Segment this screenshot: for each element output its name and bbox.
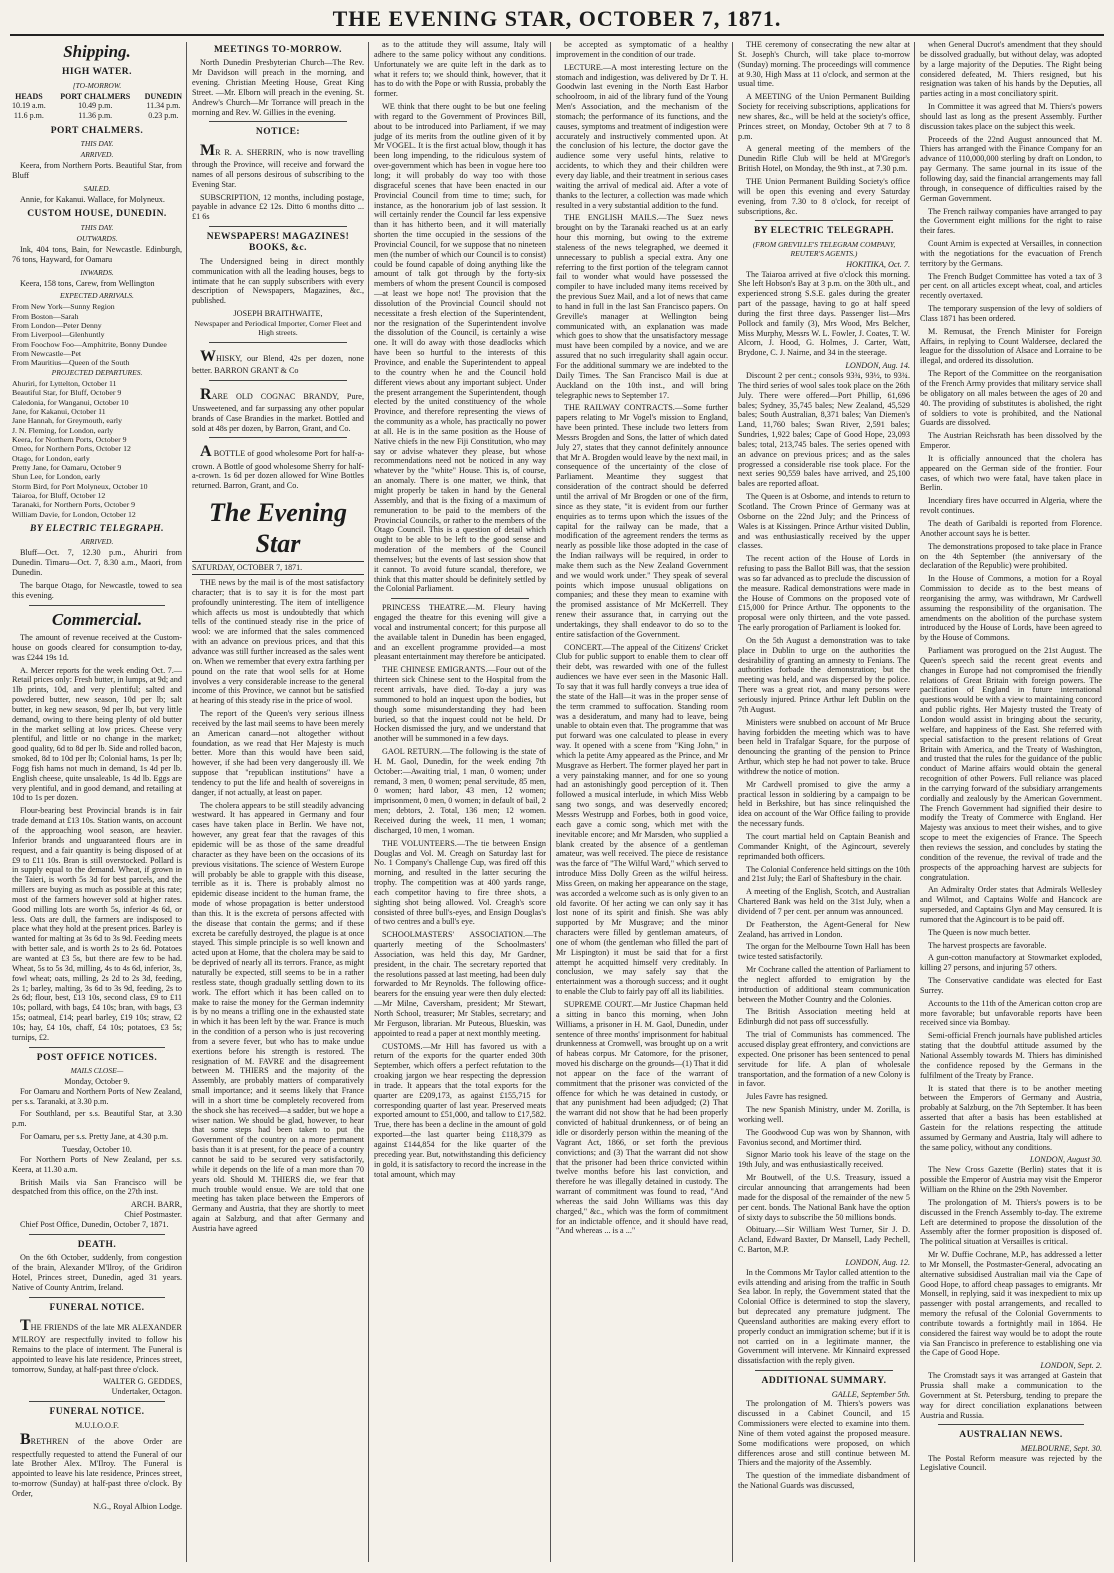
tide-table (12, 92, 182, 121)
meetings-heading: MEETINGS TO-MORROW. (213, 45, 343, 55)
funeral2-signature: N.G., Royal Albion Lodge. (93, 1501, 182, 1511)
news-para: M. Remusat, the French Minister for Foreign Affairs, in replying to Count Waldersee, declared the league for the dissolution of Alsace and Lorraine to be illegal, and ordered its dissolution. (920, 326, 1102, 366)
expected-label: EXPECTED ARRIVALS. (60, 291, 134, 301)
column-3 (370, 40, 550, 1568)
inwards-text: Keera, 158 tons, Carew, from Wellington (20, 278, 155, 288)
tel-text: Bluff—Oct. 7, 12.30 p.m., Ahuriri from Dunedin. Timaru—Oct. 7, 8.30 a.m., Maori, from Dunedin. (12, 548, 182, 578)
news-para: The court martial held on Captain Beanish and Commander Knight, of the Agincourt, severely reprimanded both officers. (738, 831, 910, 861)
news-para: A meeting of the English, Scotch, and Australian Chartered Bank was held on the 31st July, when a dividend of 7 per cent. per annum was announced. (738, 887, 910, 916)
customs: CUSTOMS.—Mr Hill has favored us with a return of the exports for the quarter ended 30th September, which offers a perfect refutation to the croaking jargon we hear respecting the depression in trade. It appears that the total exports for the quarter are £209,173, as against £155,715 for corresponding quarter of last year. Preserved meats exported amount to £51,000, and tallow to £17,582. True, there has been a decline in the amount of gold exported—the last quarter being £118,379 as against £144,854 for the like quarter of the preceding year. But, notwithstanding this deficiency in gold, it is satisfactory to record the increase in the total amount, which may (374, 1041, 546, 1179)
port-ad: A BOTTLE of good wholesome Port for half-a-crown. A Bottle of good wholesome Sherry for half-a-crown. 1s 6d per dozen allowed for Wine Bottles returned. Barron, Grant, and Co. (192, 443, 364, 491)
list-item: William Davie, for London, October 12 (12, 509, 136, 519)
commercial-para: Flour-bearing best Provincial brands is in fair trade demand at £13 10s. Station wants, on account of the approaching wool season, are heavier. Inferior brands and unguaranteed flours are in request, and a fair quantity is being disposed of at £9 to £11 10s. Bran is still overstocked. Pollard is in supply equal to the demand. Wheat, if grown in the Taieri, is worth 5s 3d for best parcels, and the millers are buying as much as possible at this rate; most of the farmers however sold at higher rates. Good milling lots are worth 5s, inferior 4s 6d, or less. Oats are dull, the farmers are indisposed to place what they hold at the present prices. Barley is wanted for malting at 3s 6d to 3s 9d. Feeding meets with better sale, and is worth 2s to 2s 6d. Potatoes are wanted at £3 5s, but there are few to be had. Wheat, 5s to 5s 3d, milling, 4s to 4s 6d, inferior, 3s, fowl wheat; oats, milling, 2s 2d to 2s 3d, feeding, 2s 1; barley, malting, 3s 6d to 3s 9d, feeding, 2s to 2s 6d; flour, best, £13 10s, second class, £9 to £11 10s; pollard, with bags, £4 10s; bran, with bags, £3 15s; oatmeal, £14; pearl barley, £19 10s; straw, £2 10s; hay, £4 10s, chaff, £4 10s; potatoes, £3 5s; turnips, £2. (12, 806, 182, 1042)
funeral2-heading: FUNERAL NOTICE. (49, 1407, 145, 1418)
list-item: From Boston—Sarah (12, 311, 79, 321)
projected-label: PROJECTED DEPARTURES. (51, 367, 143, 377)
dateline: LONDON, Sept. 2. (1040, 1361, 1102, 1371)
sailed-text: Annie, for Kakanui. Wallace, for Molyneux. (20, 194, 165, 204)
list-item: J. N. Fleming, for London, early (12, 425, 114, 435)
lead-para: The cholera appears to be still steadily advancing westward. It has appeared in Germany and four cases have taken place in Berlin. We have not, however, any great fear that the ravages of this epidemic will be as those of the same dreadful character as they have been on the occasions of its previous visitations. The science of Western Europe will probably be able to grapple with this disease, terrible as it is. There is probably almost no epidemic disease incident to the human frame, the mode of whose propagation is better understood than this. It is the excreta of persons affected with the disease that contain the germs; and if these excreta be carefully destroyed, the plague is at once stayed. This simple principle is so well known and acted upon at Home, that the cholera may be said to be deprived of nearly all its terrors. France, as might naturally be expected, still seems to be in a rather restless state, though gradually settling down to its work. The effort which it has been called on to make to raise the money for the German indemnity is by no means a trifling one in the exhausted state in which it has been left by the war. France is much in the condition of a person who is just recovering from a severe fever, but who has to make undue exertions before his strength is restored. The resignation of M. FAVRE and the disagreement between M. THIERS and the majority of the Assembly, are probably matters of comparatively small importance; and it seems likely that France will in a short time be completely recovered from the shock she has received—a sadder, but we hope a wiser nation. We should be glad, however, to hear that some steps had been taken to put the Government of the country on a more permanent basis than it is at present, for the peace of a country cannot be said to be secured very satisfactorily, while it depends on the life of a man more than 70 years old. Should M. THIERS die, we fear that much trouble would ensue. We are told that one meeting has taken place between the Emperors of Germany and Austria, that they are shortly to meet again at Salzburg, and that after Germany and Austria have agreed (192, 800, 364, 1233)
funeral-text: THE FRIENDS of the late MR ALEXANDER M'ILROY are respectfully invited to follow his Remains to the place of interment. The Funeral is appointed to leave his late residence, Princes street, tomorrow, Sunday, at half-past three o'clock. (12, 1316, 182, 1374)
list-item: Pretty Jane, for Oamaru, October 9 (12, 462, 122, 472)
customs-sub: THIS DAY. (80, 222, 114, 232)
news-para: The trial of Communists has commenced. The accused display great effrontery, and convictions are expected. One prisoner has been sentenced to penal servitude for life. A plan of wholesale transportation, and the formation of a new Colony is in favor. (738, 1030, 910, 1089)
news-para: The Cromstadt says it was arranged at Gastein that Prussia shall make a communication to the Government at St. Petersburg, tending to prepare the way for direct conciliation explanations between Austria and Russia. (920, 1371, 1102, 1420)
schoolmasters: SCHOOLMASTERS' ASSOCIATION.—The quarterly meeting of the Schoolmasters' Association, was held this day, Mr Gardner, president, in the chair. The secretary reported that the resolutions passed at last meeting, had been duly forwarded to Mr Reynolds. The following office-bearers for the ensuing year were then duly elected: —Mr Milne, Caversham, president; Mr Stewart, North School, treasurer; Mr Stables, secretary; and Mr Ferguson, librarian. Mr Puteous, Blueskin, was appointed to read a paper at next monthly meeting. (374, 930, 546, 1038)
dateline: LONDON, Aug. 14. (845, 361, 910, 371)
lead-para: The report of the Queen's very serious illness received by the last mail seems to have been merely an American canard—not altogether without foundation, as we read that Her Majesty is much better. More than this would have been said, however, if she had been very dangerously ill. We suppose that "republican institutions" have a tendency to put the life and health of sovereigns in danger, if not actually, at least on paper. (192, 709, 364, 797)
flag-date: SATURDAY, OCTOBER 7, 1871. (192, 563, 303, 573)
dateline: LONDON, August 30. (1029, 1155, 1102, 1165)
post-item: For Southland, per s.s. Beautiful Star, at 3.30 p.m. (12, 1109, 182, 1129)
ceremony-notice: THE ceremony of consecrating the new altar at St. Joseph's Church, will take place to-morrow (Sunday) morning. The proceedings will commence at 9.30, High Mass at 11 o'clock, and sermon at the usual time. (738, 40, 910, 89)
divider (209, 226, 347, 227)
news-para: A gun-cotton manufactory at Stowmarket exploded, killing 27 persons, and injuring 57 others. (920, 953, 1102, 973)
funeral-heading: FUNERAL NOTICE. (49, 1302, 145, 1313)
rifle-club: A general meeting of the members of the Dunedin Rifle Club will be held at M'Gregor's British Hotel, on Monday, the 9th inst., at 7.30 p.m. (738, 144, 910, 174)
news-para: The demonstrations proposed to take place in France on the 4th September (the anniversary of the declaration of the Republic) were prohibited. (920, 541, 1102, 571)
list-item: From Mauritius—Queen of the South (12, 358, 130, 368)
list-item: Otago, for London, early (12, 453, 90, 463)
post-item: Monday, October 9. (64, 1076, 130, 1086)
column-4 (552, 40, 732, 1568)
news-para: The death of Garibaldi is reported from Florence. Another account says he is better. (920, 518, 1102, 538)
dateline: GALLE, September 5th. (831, 1389, 910, 1399)
commercial-para: A. Mercer reports for the week ending Oct. 7.—Retail prices only: Fresh butter, in lumps, at 9d; and 1lb prints, 10d, and very plentiful; salted and powdered butter, new season, 10d per lb; salt butter, in keg new season, 9d per lb, but very little demand, owing to there being plenty of old butter in the market selling at low prices. Cheese very plentiful, and little or no change in the market; good quality, 6d to 8d per lb. Side and rolled bacon, smoked, 8d to 10d per lb; Colonial hams, 1s per lb; Fogg fish hams not much in demand, 1s 4d per lb. English cheese, quite unsaleable, 1s 4d lb. Eggs are very plentiful, and in good demand, and retailing at 10d to 1s per dozen. (12, 665, 182, 803)
news-para: Dr Featherston, the Agent-General for New Zealand, has arrived in London. (738, 919, 910, 939)
dateline: HOKITIKA, Oct. 7. (846, 259, 910, 269)
commercial-heading: Commercial. (51, 609, 143, 629)
outwards-text: Ink, 404 tons, Bain, for Newcastle. Edinburgh, 76 tons, Hayward, for Oamaru (12, 244, 182, 264)
tide-dunedin: DUNEDIN 11.34 p.m. 0.23 p.m. (144, 91, 182, 120)
list-item: Ahuriri, for Lyttelton, October 11 (12, 378, 117, 388)
list-item: Storm Bird, for Port Molyneux, October 10 (12, 481, 148, 491)
funeral2-org: M.U.I.O.O.F. (75, 1420, 119, 1430)
meetings-text: North Dunedin Presbyterian Church—The Rev. Mr Davidson will preach in the morning, and evening. Christian Meeting House, Great King Street. —Mr. Elborn will preach in the evening. St. Andrew's Church—Mr Torrance will preach in the morning and Rev. W. Gillies in the evening. (192, 58, 364, 117)
list-item: Omeo, for Northern Ports, October 12 (12, 444, 131, 454)
news-para: It is officially announced that the cholera has appeared on the German side of the frontier. Four cases, of which two were fatal, have taken place in Berlin. (920, 453, 1102, 493)
post-item: British Mails via San Francisco will be despatched from this office, on the 27th inst. (12, 1177, 182, 1197)
list-item: Beautiful Star, for Bluff, October 9 (12, 388, 122, 398)
news-para: The prolongation of M. Thiers's powers was discussed in a Cabinet Council, and 15 Commissioners were elected to examine into them. Nine of them voted against the proposed measure. Some modifications were proposed, on which differences arose and still continue between M. Thiers and the majority of the Assembly. (738, 1399, 910, 1468)
chinese-emigrants: THE CHINESE EMIGRANTS.—Four out of the thirteen sick Chinese sent to the Hospital from the recent arrivals, have died. To-day a jury was summoned to hold an inquest upon the bodies, but though some misunderstanding they had been buried, so that the inquest could not be held. Dr Hocken dismissed the jury, and we understand that another will be summoned in a few days. (374, 665, 546, 744)
list-item: Keera, for Northern Ports, October 9 (12, 434, 127, 444)
dateline: LONDON, Aug. 12. (845, 1257, 910, 1267)
sailed-label: SAILED. (83, 183, 111, 193)
news-para: In the Commons Mr Taylor called attention to the evils attending and arising from the traffic in South Sea labor. In reply, the Government stated that the Colonial Office is determined to stop the slavery, but deprecated any premature judgment. The Queensland authorities are making every effort to properly conduct an immigration scheme; but if it is not carried on in a legitimate manner, the Government will intervene. Mr Kinnaird expressed dissatisfaction with the reply given. (738, 1267, 910, 1366)
post-item: For Northern Ports of New Zealand, per s.s. Keera, at 11.30 a.m. (12, 1154, 182, 1174)
post-signature: ARCH. BARR, (130, 1200, 182, 1210)
list-item: From London—Peter Denny (12, 321, 102, 331)
post-item: Tuesday, October 10. (62, 1145, 132, 1155)
high-water-sub: [TO-MORROW. (72, 80, 122, 90)
masthead-rule (10, 34, 1104, 36)
column-separator (914, 42, 915, 1562)
divider (938, 1424, 1084, 1425)
union-meeting: A MEETING of the Union Permanent Building Society for receiving subscriptions, applications for new shares, &c., will be held at the society's office, Princes street, on Monday, October 9th at 7 to 8 p.m. (738, 92, 910, 141)
customs-heading: CUSTOM HOUSE, DUNEDIN. (27, 209, 167, 220)
list-item: Taranaki, for Northern Ports, October 9 (12, 500, 136, 510)
shipping-heading: Shipping. (63, 42, 131, 61)
news-para: The question of the immediate disbandment of the National Guards was discussed, (738, 1471, 910, 1491)
divider (209, 342, 347, 343)
article-para: be accepted as symptomatic of a healthy improvement in the condition of our trade. (556, 40, 728, 59)
arrived-label: ARRIVED. (80, 149, 114, 159)
news-para: Semi-official French journals have published articles stating that the doubtful attitude assumed by the National Assembly towards M. Thiers has diminished the confidence reposed by the Germans in the fulfilment of the Treaty by France. (920, 1031, 1102, 1080)
telegraph-heading: BY ELECTRIC TELEGRAPH. (30, 523, 164, 534)
railway-contracts: THE RAILWAY CONTRACTS.—Some further papers relating to Mr Vogel's mission to England, have been printed. These include two letters from Messrs Brogden and Sons, the latter of which dated July 27, states that they cannot definitely announce that Mr A. Brogden would leave by the next mail, in consequence of the uncertainty of the close of Parliament. Meantime they suggest that consideration of the contract should be deferred until the arrival of Mr Brogden or one of the firm, since as they state, "it is evident from our further enquiries as to terms upon which the issues of the capital for the railway can be made, that a modification of the agreement renders the terms as nearly as possible like those adopted in the case of the Indian railways will be required, in order to make them such as the New Zealand Government and we would work under." They speak of several points which impose unusual obligations on companies; and these they mean to examine with the promised assistance of Mr McKerrell. They renew their assurance that, in carrying out the undertakings, they shall endeavor to do so to the entire satisfaction of the Government. (556, 403, 728, 639)
column-2 (188, 40, 368, 1568)
article-para: as to the attitude they will assume, Italy will adhere to the same policy without any conditions. Unfortunately we are quite left in the dark as to what it refers to; we should think, however, that it has to do with the Pope or with Russia, probably the former. (374, 40, 546, 99)
telegraph-heading: BY ELECTRIC TELEGRAPH. (753, 226, 895, 237)
divider (209, 121, 347, 122)
news-para: The organ for the Melbourne Town Hall has been twice tested satisfactorily. (738, 942, 910, 962)
notice-heading: NOTICE: (255, 127, 301, 138)
gaol-return: GAOL RETURN.—The following is the state of H. M. Gaol, Dunedin, for the week ending 7th October:—Awaiting trial, 1 man, 0 women; under remand, 3 men, 0 women; penal servitude, 85 men, 0 women; hard labor, 43 men, 12 women; imprisonment, 0 men, 0 women; in default of bail, 2 men; debtors, 2. Total, 136 men; 12 women. Received during the week, 11 men, 1 woman; discharged, 10 men, 1 woman. (374, 747, 546, 835)
news-para: Proceeds of the 22nd August announced that M. Thiers has arranged with the Finance Company for an advance of 110,000,000 sterling by draft on London, to pay Germany. The same journal in its issue of the following day, said the financial arrangements may fall through, in consequence of difficulties raised by the German Government. (920, 134, 1102, 203)
list-item: From Newcastle—Pet (12, 349, 82, 359)
news-para: The harvest prospects are favorable. (928, 940, 1047, 950)
flag-dateline (192, 561, 364, 575)
news-para: On the 5th August a demonstration was to take place in Dublin to urge on the authorities the desirability of granting an amnesty to Fenians. The authorities forbade the demonstration; but the meeting was held, and was dispersed by the police. There was a great riot, and many persons were seriously injured. Prince Arthur left Dublin on the 7th August. (738, 635, 910, 714)
post-office-heading: POST OFFICE NOTICES. (36, 1052, 158, 1063)
news-para: Mr Boutwell, of the U.S. Treasury, issued a circular announcing that arrangements had been made for the disposal of the remainder of the new 5 per cent. bonds. The National Bank have the option of sixty days to subscribe the 50 millions bonds. (738, 1173, 910, 1222)
news-para: In Committee it was agreed that M. Thiers's powers should last as long as the present Assembly. Further discussion takes place on the subject this week. (920, 102, 1102, 131)
tel-arrived-label: ARRIVED. (80, 537, 114, 547)
divider (29, 605, 165, 606)
news-para: Mr W. Duffie Cochrane, M.P., has addressed a letter to Mr Monsell, the Postmaster-General, advocating an alternative subsidised Australian mail via the Cape of Good Hope, to afford cheap passages to emigrants. Mr Monsell, in replying, said it was inexpedient to mix up passenger with postal arrangements, and recalled to memory the refusal of the Colonial Governments to contribute towards a fortnightly mail in 1864. He considered the fairest way would be to adopt the route via San Francisco in preference to establishing one via the Cape of Good Hope. (920, 1250, 1102, 1358)
death-text: On the 6th October, suddenly, from congestion of the brain, Alexander M'Ilroy, of the Gridiron Hotel, Princes street, Dunedin, aged 31 years. Native of County Antrim, Ireland. (12, 1253, 182, 1292)
concert: CONCERT.—The appeal of the Citizens' Cricket Club for public support to enable them to clear off their debt, was rewarded with one of the fullest audiences we have ever seen in the Masonic Hall. To say that it was full hardly conveys a true idea of the state of the Hall—it was in the proper sense of the term crammed to suffocation. Standing room was a desideratum, and many had to leave, being unable to obtain even that. The programme that was put forward was one calculated to please in every way. It opened with a scene from "King John," in which la petite Amy appeared as the Prince, and Mr Musgrave as Herbert. The former played her part in a very painstaking manner, and for one so young had an astonishingly good perception of it. Then followed a musical interlude, in which Miss Webb sang two songs, and was deservedly encored; Messrs Westrupp and Forbes, both in good voice, each gave a comic song, which met with the inevitable encore; and Mr Marsden, who supplied a blank created by the absence of a gentleman amateur, was well received. The piece de resistance was the farce of "The Wilful Ward," which served to introduce Miss Dolly Green as the wilful heiress. Miss Green, on making her appearance on the stage, was accorded a welcome such as is only given to an old favorite. Of her acting we can only say it has lost none of its spirit and finish. She was ably supported by Mr Musgrave; and the minor characters were filled by gentleman amateurs, of one of whom (the gentleman who filled the part of Mr Lispington) it must be said that for a first attempt he acquitted himself very creditably. In conclusion, we may safely say that the entertainment was a thorough success; and it ought to enable the Club to fairly pay off all its liabilities. (556, 642, 728, 997)
news-para: Accounts to the 11th of the American cotton crop are more favorable; but unfavorable reports have been received since via Bombay. (920, 998, 1102, 1028)
news-para: It is stated that there is to be another meeting between the Emperors of Germany and Austria, probably at Salzburg, on the 7th September. It has been asserted that after a basis has been established at Gastein for the relations respecting the attitude assumed by Germany and Austria, Italy will adhere to the same policy, without any conditions. (920, 1083, 1102, 1152)
news-para: The Colonial Conference held sittings on the 10th and 21st July; the Earl of Shaftesbury in the chair. (738, 864, 910, 884)
column-separator (186, 42, 187, 1562)
outwards-label: OUTWARDS. (76, 233, 118, 243)
news-para: The Queen is now much better. (928, 927, 1031, 937)
column-1 (8, 40, 186, 1568)
news-para: The recent action of the House of Lords in refusing to pass the Ballot Bill was, that the session was so far advanced as to preclude the discussion of the measure. Radical demonstrations were made in the House of Commons on the proposed vote of £15,000 for Prince Arthur. The opponents to the proposal were only thirteen, and the vote passed. The early prorogation of Parliament is looked for. (738, 554, 910, 633)
mails-close-label: MAILS CLOSE— (70, 1065, 124, 1075)
australian-news-heading: AUSTRALIAN NEWS. (959, 1430, 1063, 1441)
column-separator (550, 42, 551, 1562)
news-para: Jules Favre has resigned. (746, 1092, 828, 1102)
funeral-signature-title: Undertaker, Octagon. (111, 1387, 182, 1397)
news-para: The Queen is at Osborne, and intends to return to Scotland. The Crown Prince of Germany was at Osborne on the 22nd July; and the Princess of Wales is at Kissingen. Prince Arthur visited Dublin, and was enthusiastically received by the upper classes. (738, 492, 910, 551)
news-para: Incendiary fires have occurred in Algeria, where the revolt continues. (920, 496, 1102, 516)
union-office: THE Union Permanent Building Society's office will be open this evening and every Saturday evening, from 7.30 to 8 o'clock, for receipt of subscriptions, &c. (738, 176, 910, 216)
newspaper-flag: The Evening Star (209, 498, 347, 559)
news-para: The British Association meeting held at Edinburgh did not pass off successfully. (738, 1007, 910, 1027)
lecture: LECTURE.—A most interesting lecture on the stomach and indigestion, was delivered by Dr T. H. Goodwin last evening in the North East Harbor schoolroom, in aid of the library fund of the Young Men's Association, and the mechanism of the stomach; the performance of its functions, and the causes, symptoms and treatment of indigestion were accurately and instructively commented upon. At the conclusion of his lecture, the doctor gave the audience some very useful hints, relative to accidents, to which they and their children were every day liable, and their treatment in serious cases waiting the arrival of medical aid. After a vote of thanks to the lecturer, a collection was made which resulted in a very substantial addition to the fund. (556, 62, 728, 210)
column-separator (368, 42, 369, 1562)
news-para: Ministers were snubbed on account of Mr Bruce having forbidden the meeting which was to have been held in Trafalgar Square, for the purpose of denouncing the granting of the pension to Prince Arthur, which step he had not power to take. Bruce withdrew the notice of motion. (738, 717, 910, 776)
news-para: Signor Mario took his leave of the stage on the 19th July, and was enthusiastically received. (738, 1150, 910, 1170)
news-para: The Goodwood Cup was won by Shannon, with Favonius second, and Mortimer third. (738, 1127, 910, 1147)
subscription-text: SUBSCRIPTION, 12 months, including postage, payable in advance £2 12s. Ditto 6 months ditto ... £1 6s (192, 192, 364, 222)
newspapers-text: The Undersigned being in direct monthly communication with all the leading houses, begs to intimate that he can supply subscribers with every description of Newspapers, Magazines, &c., published. (192, 256, 364, 306)
column-separator (732, 42, 733, 1562)
list-item: Taiaroa, for Bluff, October 12 (12, 490, 106, 500)
lead-para: THE news by the mail is of the most satisfactory character; that is to say it is for the most part profoundly uninteresting. The item of intelligence which affects us most is undoubtedly that which tells of the continued steady rise in the price of wool: we are informed that the sales commenced with an advance on previous prices, and that this advance was still further increased as the sales went on. When we remember that every extra farthing per pound on the rate that wool sells for at Home involves a very considerable increase to the general income of this Province, we cannot but be satisfied at hearing of this steady rise in the price of wool. (192, 578, 364, 706)
news-para: The Conservative candidate was elected for East Surrey. (920, 976, 1102, 995)
volunteers: THE VOLUNTEERS.—The tie between Ensign Douglas and Vol. M. Creagh on Saturday last for No. 1 Company's Challenge Cup, was fired off this morning, and resulted in the latter securing the trophy. The competition was at 400 yards range, each competitor having to fire three shots, a sighting shot being allowed. Vol. Creagh's score consisted of three bull's-eyes, and Ensign Douglas's of two centres and a bull's eye. (374, 838, 546, 927)
funeral2-text: BRETHREN of the above Order are respectfully requested to attend the Funeral of our late Brother Alex. M'Ilroy. The Funeral is appointed to leave his late residence, Princes street, to-morrow (Sunday) at half-past three o'clock. By Order, (12, 1431, 182, 1498)
news-para: The Postal Reform measure was rejected by the Legislative Council. (920, 1453, 1102, 1473)
high-water-heading: HIGH WATER. (61, 67, 133, 78)
divider (29, 1297, 165, 1298)
port-chalmers-heading: PORT CHALMERS. (50, 125, 144, 136)
news-para: when General Ducrot's amendment that they should be dissolved gradually, but without delay, was adopted by a large majority of the Deputies. The Right being considered defeated, M. Thiers resigned, but his resignation was taken of his hands by the Deputies, all parties acting in a most conciliatory spirit. (920, 40, 1102, 99)
news-para: Mr Cochrane called the attention of Parliament to the neglect afforded to emigration by the introduction of additional steam communication between the Mother Country and the Colonies. (738, 965, 910, 1004)
whisky-ad: WHISKY, our Blend, 42s per dozen, none better. BARRON GRANT & Co (192, 347, 364, 375)
projected-list (12, 379, 182, 519)
news-para: Count Arnim is expected at Versailles, in connection with the negotiations for the evacuation of French territory by the Germans. (920, 239, 1102, 268)
inwards-label: INWARDS. (80, 267, 114, 277)
cognac-ad: RARE OLD COGNAC BRANDY, Pure, Unsweetened, and far surpassing any other popular brands of Case Brandies in the market. Bottled and sold at 48s per dozen, by Barron, Grant, and Co. (192, 385, 364, 433)
news-para: An Admiralty Order states that Admirals Wellesley and Wilmot, and Captains Wolfe and Hancock are superseded, and Captains Glyn and May censured. It is rumored that the Agincourt is to be paid off. (920, 885, 1102, 924)
tide-heads: HEADS 10.19 a.m. 11.6 p.m. (12, 91, 46, 120)
tel-barque: The barque Otago, for Newcastle, towed to sea this evening. (12, 580, 182, 600)
telegraph-sub: (FROM GREVILLE'S TELEGRAM COMPANY, REUTER'S AGENTS.) (752, 239, 896, 258)
this-day-label: THIS DAY. (80, 138, 114, 148)
column-5 (734, 40, 914, 1568)
dateline: MELBOURNE, Sept. 30. (1020, 1443, 1102, 1453)
divider (29, 1047, 165, 1048)
news-para: Discount 2 per cent.; consols 93¾, 93½, to 93¾. The third series of wool sales took place on the 26th July. There were offered—Port Phillip, 61,696 bales; Sydney, 35,745 bales; New Zealand, 45,529 bales; South Australian, 8,371 bales; Van Diemen's Land, 11,760 bales; Swan River, 2,591 bales; Sundries, 1,922 bales; Cape of Good Hope, 23,093 bales; total, 213,745 bales. The series opened with an advance on previous prices; and as the sales progressed a considerable rise took place. For the next series 90,559 bales have arrived, and 25,100 bales are reported afloat. (738, 371, 910, 489)
list-item: Shun Lee, for London, early (12, 472, 101, 482)
news-para: Parliament was prorogued on the 21st August. The Queen's speech said the recent great events and changes in Europe had not compromised the friendly relations of Great Britain with foreign powers. The pacification of England in future international questions would be with a view to maintaining concord and public rights. Her Majesty trusted the Treaty of London would assist in bringing about the security, welfare, and happiness of the East. She referred with special satisfaction to the present relations of Great Britain with America, and the Treaty of Washington, and trusted that the rules for the guidance of the public conduct of Marine affairs would obtain the general recognition of other Powers. Full reliance was placed in the carrying forward of the subsidiary arrangements cordially and zealously by the American Government. The French Government had signified their desire to modify the Treaty of Commerce with England. Her Majesty was anxious to meet their wishes, and to give scope to meet the exigencies of France. The Speech then reviews the session, and concludes by stating the condition of the revenue, the revival of trade and the prospects of the approaching harvest are subjects for congratulation. (920, 646, 1102, 882)
additional-summary-heading: ADDITIONAL SUMMARY. (761, 1376, 887, 1387)
news-para: The Taiaroa arrived at five o'clock this morning. She left Hobson's Bay at 3 p.m. on the 30th ult., and experienced strong S.S.E. gales during the greater part of the passage, having to go at half speed during the first three days. Passenger list—Mrs Pollock and family (3), Mrs Wood, Mrs Belcher, Miss Murphy, Messrs W. L. Fowler, J. Coates, T. W. Alcorn, J. Hood, G. Holmes, J. Carter, Watt, Brydone, C. J. Nairne, and 34 in the steerage. (738, 269, 910, 358)
divider (29, 1234, 165, 1235)
princess-theatre: PRINCESS THEATRE.—M. Fleury having engaged the theatre for this evening will give a vocal and instrumental concert; for this purpose all the available talent in Dunedin has been engaged, and an excellent programme provided—a most pleasant entertainment may therefore be anticipated. (374, 603, 546, 662)
news-para: The Report of the Committee on the reorganisation of the French Army provides that military service shall be obligatory on all males between the ages of 20 and 40. The providing of substitutes is abolished, the right of soldiers to vote is prohibited, and the National Guards are dissolved. (920, 369, 1102, 428)
divider (755, 220, 893, 221)
list-item: Jane Hannah, for Greymouth, early (12, 416, 122, 426)
list-item: Jane, for Kakanui, October 11 (12, 406, 106, 416)
column-6 (916, 40, 1106, 1568)
news-para: Obituary.—Sir William West Turner, Sir J. D. Acland, Edward Baxter, Dr Mansell, Lady Pechell, C. Barton, M.P. (738, 1225, 910, 1255)
commercial-para: The amount of revenue received at the Custom-house on goods cleared for consumption to-day, was £244 19s 1d. (12, 632, 182, 662)
divider (209, 437, 347, 438)
news-para: In the House of Commons, a motion for a Royal Commission to decide as to the best means of reorganising the army, was withdrawn, Mr Cardwell assuming the responsibility of the organisation. The amendments on the abolition of the purchase system introduced by the House of Lords, have been agreed to by the House of Commons. (920, 574, 1102, 643)
post-date: Chief Post Office, Dunedin, October 7, 1871. (20, 1219, 169, 1229)
news-para: The French Budget Committee has voted a tax of 3 per cent. on all articles except wheat, coal, and articles recently overtaxed. (920, 271, 1102, 301)
supreme-court: SUPREME COURT.—Mr Justice Chapman held a sitting in banco this morning, when John Williams, a prisoner in H. M. Gaol, Dunedin, under sentence of three months' imprisonment for habitual drunkenness at Cromwell, was brought up on a writ of habeas corpus. Mr Catomore, for the prisoner, moved his discharge on the grounds—(1) That it did not appear on the face of the warrant of commitment that the prisoner was convicted of the offence for which he was detained in custody, or that any punishment had been adjudged; (2) That the warrant did not show that he had been properly convicted of habitual drunkenness, or of being an idle or disorderly person within the meaning of the Vagrant Act, 1866, or set forth the previous convictions; and (3) That the warrant did not show that the prisoner had been thrice convicted within twelve months before his last conviction, and therefore he was illegally detained in custody. The warrant of commitment was found to read, "And whereas the said John Williams was this day charged," &c., which was the form of commitment for an indictable offence, and it should have read, "And whereas ... is a ..." (556, 1000, 728, 1236)
news-para: Mr Cardwell promised to give the army a practical lesson in soldiering by a campaign to be held in Berkshire, but has since relinquished the idea on account of the War Office failing to provide the necessary funds. (738, 779, 910, 829)
post-signature-title: Chief Postmaster. (124, 1210, 182, 1220)
post-item: For Oamaru, per s.s. Pretty Jane, at 4.30 p.m. (20, 1132, 169, 1142)
newspapers-heading: NEWSPAPERS! MAGAZINES! BOOKS, &c. (206, 232, 350, 254)
news-para: The New Cross Gazette (Berlin) states that it is possible the Emperor of Austria may visit the Emperor William on the Rhine on the 29th November. (920, 1165, 1102, 1194)
news-para: The French railway companies have arranged to pay the Government eight millions for the right to raise their fares. (920, 206, 1102, 236)
list-item: From Foochow Foo—Amphitrite, Bonny Dundee (12, 339, 167, 349)
newspapers-signature-title: Newspaper and Periodical Importer, Corner Fleet and High streets. (194, 318, 362, 338)
news-para: The Austrian Reichsrath has been dissolved by the Emperor. (920, 431, 1102, 451)
news-para: The prolongation of M. Thiers's powers is to be discussed in the French Assembly to-day. The extreme Left are determined to propose the dissolution of the Assembly after the former proposition is disposed of. The political situation at Versailles is critical. (920, 1197, 1102, 1247)
news-para: The temporary suspension of the levy of soldiers of Class 1871 has been ordered. (920, 304, 1102, 323)
masthead: THE EVENING STAR, OCTOBER 7, 1871. (332, 6, 782, 31)
notice-text: MR R. A. SHERRIN, who is now travelling through the Province, will receive and forward the names of all persons desirous of subscribing to the Evening Star. (192, 141, 364, 189)
tide-port-chalmers: PORT CHALMERS 10.49 p.m. 11.36 p.m. (60, 91, 131, 120)
article-para: WE think that there ought to be but one feeling with regard to the Government of Provinces Bill, about to be introduced into Parliament, if we may judge of its merits from the outline given of it by Mr VOGEL. It is the first actual blow, though it has been long impending, to the ridiculous system of over-government which has been in vogue here too long; it will probably do way too with those disgraceful scenes that have been enacted in our Provincial Council from time to time; such, for instance, as the honorarium job of last session. It will certainly render the Council far less expensive than it has hitherto been, and it will materially shorten the time occupied in the sessions of the Provincial Council, for we suppose that no nineteen men (the number of which our Council is to consist) could be found capable of doing anything like the amount of talk got through by the forty-six members of whom the present Council is composed—at least we hope not! The provision that the dissolution of the Provincial Council should not necessitate a fresh election of the Superintendent, nor the resignation of the Superintendent involve the dissolution of the Council, is certainly a wise one. It will do away with those deadlocks which have been so hurtful to the interests of this Province, and enable the Superintendent to appeal to the country when he and the Council hold different views about any important subject. Under the present arrangement the Superintendent, though elected by the united constituency of the whole Province, and therefore representing the views of the community as a whole, has practically no power at all. He is in the same position as the House of Native chiefs in the new Fiji Constitution, who may say or advise whatever they please, but whose recommendations need not be noticed in any way whatever by the "white" House. This is, of course, an anomaly. There is one matter, we think, that might properly be taken in hand by the General Assembly, and that is the fixing of a maximum of remuneration to be paid to the members of the Provincial Councils, or rather to the members of the Otago Council. This is a question of detail which ought to be able to be left to the good sense and moderation of the members of the Council themselves; but the events of last session show that it cannot. To avoid future scandal, therefore, we think that this matter should be definitely settled by the Colonial Parliament. (374, 102, 546, 594)
funeral-signature: WALTER G. GEDDES, (103, 1377, 182, 1387)
divider (29, 1401, 165, 1402)
death-heading: DEATH. (77, 1239, 117, 1250)
english-mails: THE ENGLISH MAILS.—The Suez news brought on by the Taranaki reached us at an early hour this morning, but owing to the extreme staleness of the news telegraphed, we deemed it unnecessary to publish a special extra. Any one referring to the first portion of the telegram cannot fail to wonder what would have possessed the compiler to have included many items received by the previous Suez Mail, and a lot of news that came to hand in full in the last San Francisco papers. On Greville's manager at Wellington being communicated with, an explanation was made which goes to show that the unsatisfactory message must have been compiled by a novice, and we are assured that no such irregularity shall again occur. For the additional summary we are indebted to the Daily Times. The San Francisco Mail is due at Auckland on the 10th inst., and will bring telegraphic news to September 17. (556, 213, 728, 400)
list-item: From Liverpool—Glenhuntly (12, 330, 105, 340)
divider (755, 1370, 893, 1371)
expected-list (12, 302, 182, 367)
post-item: For Oamaru and Northern Ports of New Zealand, per s.s. Taranaki, at 3.30 p.m. (12, 1086, 182, 1106)
divider (391, 598, 529, 599)
list-item: Caledonia, for Wanganui, October 10 (12, 397, 129, 407)
arrived-text: Keera, from Northern Ports. Beautiful Star, from Bluff (12, 160, 182, 180)
news-para: The new Spanish Ministry, under M. Zorilla, is working well. (738, 1105, 910, 1124)
newspapers-signature: JOSEPH BRAITHWAITE, (233, 309, 323, 319)
list-item: From New York—Sunny Region (12, 302, 115, 312)
divider (209, 380, 347, 381)
